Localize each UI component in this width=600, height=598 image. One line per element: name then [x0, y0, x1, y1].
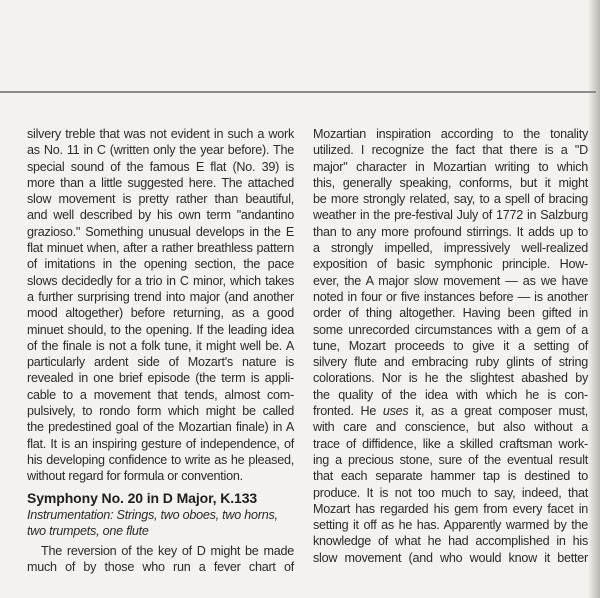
text-line: the quality of the idea with which he is con-	[313, 387, 588, 402]
text-line: ever, the A major slow movement — as we have	[313, 273, 588, 288]
text-line: of imitations in the opening section, the pace	[27, 257, 294, 272]
text-line: this, generally speaking, conforms, but it might	[313, 175, 588, 190]
left-column	[27, 126, 294, 575]
text-line: that each separate hammer tap is destined to	[313, 469, 588, 484]
text-line: Mozartian inspiration according to the tonality	[313, 127, 588, 141]
text-line: mood altogether) before returning, as a good	[27, 306, 294, 321]
text-line: his developing confidence to write as he pleased,	[27, 452, 294, 467]
text-line: ing a precious stone, sure of the eventual result	[313, 452, 588, 467]
emphasis: uses	[382, 404, 409, 419]
text-line: a strongly impelled, impressively well-realized	[313, 241, 588, 256]
text-line: order of thing altogether. Having been gifted in	[313, 306, 588, 321]
text-line: utilized. I recognize the fact that there is a "D	[313, 143, 588, 158]
text-line: with care and conscience, but also without a	[313, 420, 588, 435]
text-line: two trumpets, one flute	[27, 524, 149, 539]
text-line: cable to a movement that tends, almost com-	[27, 387, 294, 402]
header-rule	[0, 91, 596, 93]
text-line: flat minuet when, after a rather breathless pattern	[27, 241, 294, 256]
text-line: trace of diffidence, like a skilled craftsman work-	[313, 436, 588, 451]
text-line: revealed in one brief episode (the term is appli-	[27, 371, 294, 386]
page-edge-shadow	[588, 0, 600, 598]
text-line: slow movement (and who would know it better	[313, 550, 588, 565]
text-line: without regard for formula or convention.	[27, 469, 243, 484]
text-line: silvery flute and embracing ruby glints of string	[313, 355, 588, 370]
text-line: setting it off as he has. Apparently warmed by the	[313, 518, 588, 533]
text-line: grazioso." Something unusual develops in the E	[27, 224, 294, 239]
text-line: much of by those who run a fever chart of	[27, 559, 294, 574]
text-line: fronted. He uses it, as a great composer must,	[313, 404, 588, 419]
text-line: of the finale is not a folk tune, it might well be. A	[27, 338, 294, 353]
text-line: pulsively, to rondo form which might be called	[27, 404, 294, 419]
text-line: Mozart has regarded his gem from every facet in	[313, 501, 588, 516]
text-line: be more strongly related, say, to a spell of bracing	[313, 192, 588, 207]
text-line: as No. 11 in C (written only the year before). The	[27, 143, 294, 158]
text-line: a further surprising trend into major (and another	[27, 289, 294, 304]
text-line: produce. It is not too much to say, indeed, that	[313, 485, 588, 500]
text-line: and well described by his own term "andantino	[27, 208, 294, 223]
text-line: some unrecorded circumstances with a gem of a	[313, 322, 588, 337]
text-line: noted in four or five instances before — is another	[313, 289, 588, 304]
text-line: knowledge of what he had accomplished in his	[313, 534, 588, 549]
text-line: weather in the pre-festival July of 1772 in Salzburg	[313, 208, 588, 223]
text-line: colorations. Nor is he the slightest abashed by	[313, 371, 588, 386]
text-line: Instrumentation: Strings, two oboes, two horns,	[27, 507, 278, 522]
text-line: more than a little suggested here. The attached	[27, 175, 294, 190]
text-line: exposition of basic symphonic principle. How-	[313, 257, 588, 272]
text-line: particularly ardent side of Mozart's nature is	[27, 355, 294, 370]
text-line: than to any more profound stirrings. It adds up to	[313, 224, 588, 239]
text-line: slows decidedly for a trio in C minor, which takes	[27, 273, 294, 288]
text-line: special sound of the famous E flat (No. 39) is	[27, 159, 294, 174]
text-line: minuet should, to the opening. If the leading idea	[27, 322, 294, 337]
text-line: The reversion of the key of D might be made	[41, 543, 294, 558]
text-line: flat. It is an inspiring gesture of independence, of	[27, 436, 294, 451]
text-line: tune, Mozart proceeds to give it a setting of	[313, 338, 588, 353]
right-column	[313, 126, 588, 566]
text-line: silvery treble that was not evident in such a work	[27, 127, 294, 141]
section-heading: Symphony No. 20 in D Major, K.133	[27, 489, 258, 506]
text-line: major" character in Mozartian writing to which	[313, 159, 588, 174]
text-line: slow movement is pretty rather than beautiful,	[27, 192, 294, 207]
text-line: the predestined goal of the Mozartian finale) in A	[27, 420, 294, 435]
